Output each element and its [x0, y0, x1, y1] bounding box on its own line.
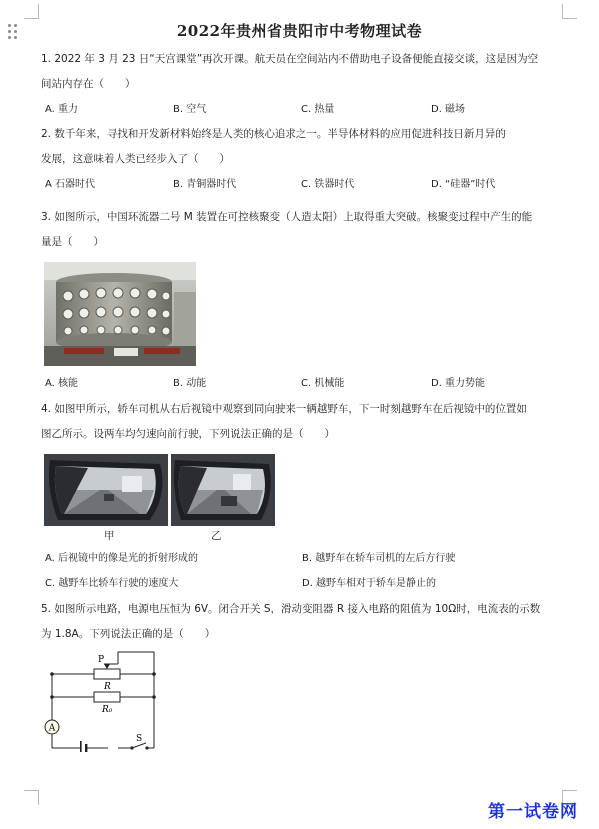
q1-option-a[interactable]: A. 重力: [45, 104, 79, 115]
mirror-photo-jia: [44, 454, 168, 526]
circuit-diagram: [38, 648, 162, 752]
q1-option-c[interactable]: C. 热量: [301, 104, 335, 115]
q3-option-d[interactable]: D. 重力势能: [431, 378, 486, 389]
q5-stem-line-2: 为 1.8A。下列说法正确的是（ ）: [41, 628, 216, 640]
q1-option-b[interactable]: B. 空气: [173, 104, 207, 115]
q3-stem-line-2: 量是（ ）: [41, 236, 104, 248]
q2-option-c[interactable]: C. 铁器时代: [301, 179, 355, 190]
q4-stem-line-1: 4. 如图甲所示，轿车司机从右后视镜中观察到同向驶来一辆越野车，下一时刻越野车在后视镜中的位置如: [41, 403, 527, 415]
mirror-photo-yi: [171, 454, 275, 526]
ammeter-label: A: [48, 723, 56, 734]
page-title: 2022年贵州省贵阳市中考物理试卷: [176, 22, 423, 40]
q4-option-a[interactable]: A. 后视镜中的像是光的折射形成的: [45, 553, 199, 564]
caption-yi: 乙: [211, 530, 222, 542]
q3-option-c[interactable]: C. 机械能: [301, 378, 345, 389]
crop-mark-bottom-left: [24, 790, 39, 805]
q1-stem-line-2: 间站内存在（ ）: [41, 78, 136, 90]
q4-option-c[interactable]: C. 越野车比轿车行驶的速度大: [45, 578, 179, 589]
q1-stem-line-1: 1. 2022 年 3 月 23 日“天宫课堂”再次开课。航天员在空间站内不借助电子设备便能直接交谈，这是因为空: [41, 53, 539, 65]
q3-stem-line-1: 3. 如图所示，中国环流器二号 M 装置在可控核聚变（人造太阳）上取得重大突破。核聚变过程中产生的能: [41, 211, 533, 223]
slider-label: P: [98, 655, 105, 665]
q2-stem-line-1: 2. 数千年来，寻找和开发新材料始终是人类的核心追求之一。半导体材料的应用促进科技日新月异的: [41, 128, 506, 140]
q2-option-a[interactable]: A 石器时代: [45, 179, 96, 190]
switch-label: S: [136, 734, 143, 744]
crop-mark-top-left: [24, 4, 39, 19]
q2-stem-line-2: 发展，这意味着人类已经步入了（ ）: [41, 153, 230, 165]
q4-option-d[interactable]: D. 越野车相对于轿车是静止的: [302, 578, 437, 589]
tokamak-photo: [44, 262, 196, 366]
rheostat-label: R: [104, 682, 111, 692]
resistor-label: R₀: [102, 705, 113, 715]
crop-mark-top-right: [562, 4, 577, 19]
site-watermark: 第一试卷网: [488, 802, 578, 822]
q2-option-b[interactable]: B. 青铜器时代: [173, 179, 237, 190]
q4-stem-line-2: 图乙所示。设两车均匀速向前行驶，下列说法正确的是（ ）: [41, 428, 335, 440]
q1-option-d[interactable]: D. 磁场: [431, 104, 466, 115]
q2-option-d[interactable]: D. “硅器”时代: [431, 179, 496, 190]
q3-option-a[interactable]: A. 核能: [45, 378, 79, 389]
caption-jia: 甲: [104, 530, 115, 542]
q4-option-b[interactable]: B. 越野车在轿车司机的左后方行驶: [302, 553, 456, 564]
q3-option-b[interactable]: B. 动能: [173, 378, 207, 389]
q5-stem-line-1: 5. 如图所示电路，电源电压恒为 6V。闭合开关 S，滑动变阻器 R 接入电路的阻值为 10Ω时，电流表的示数: [41, 603, 541, 615]
